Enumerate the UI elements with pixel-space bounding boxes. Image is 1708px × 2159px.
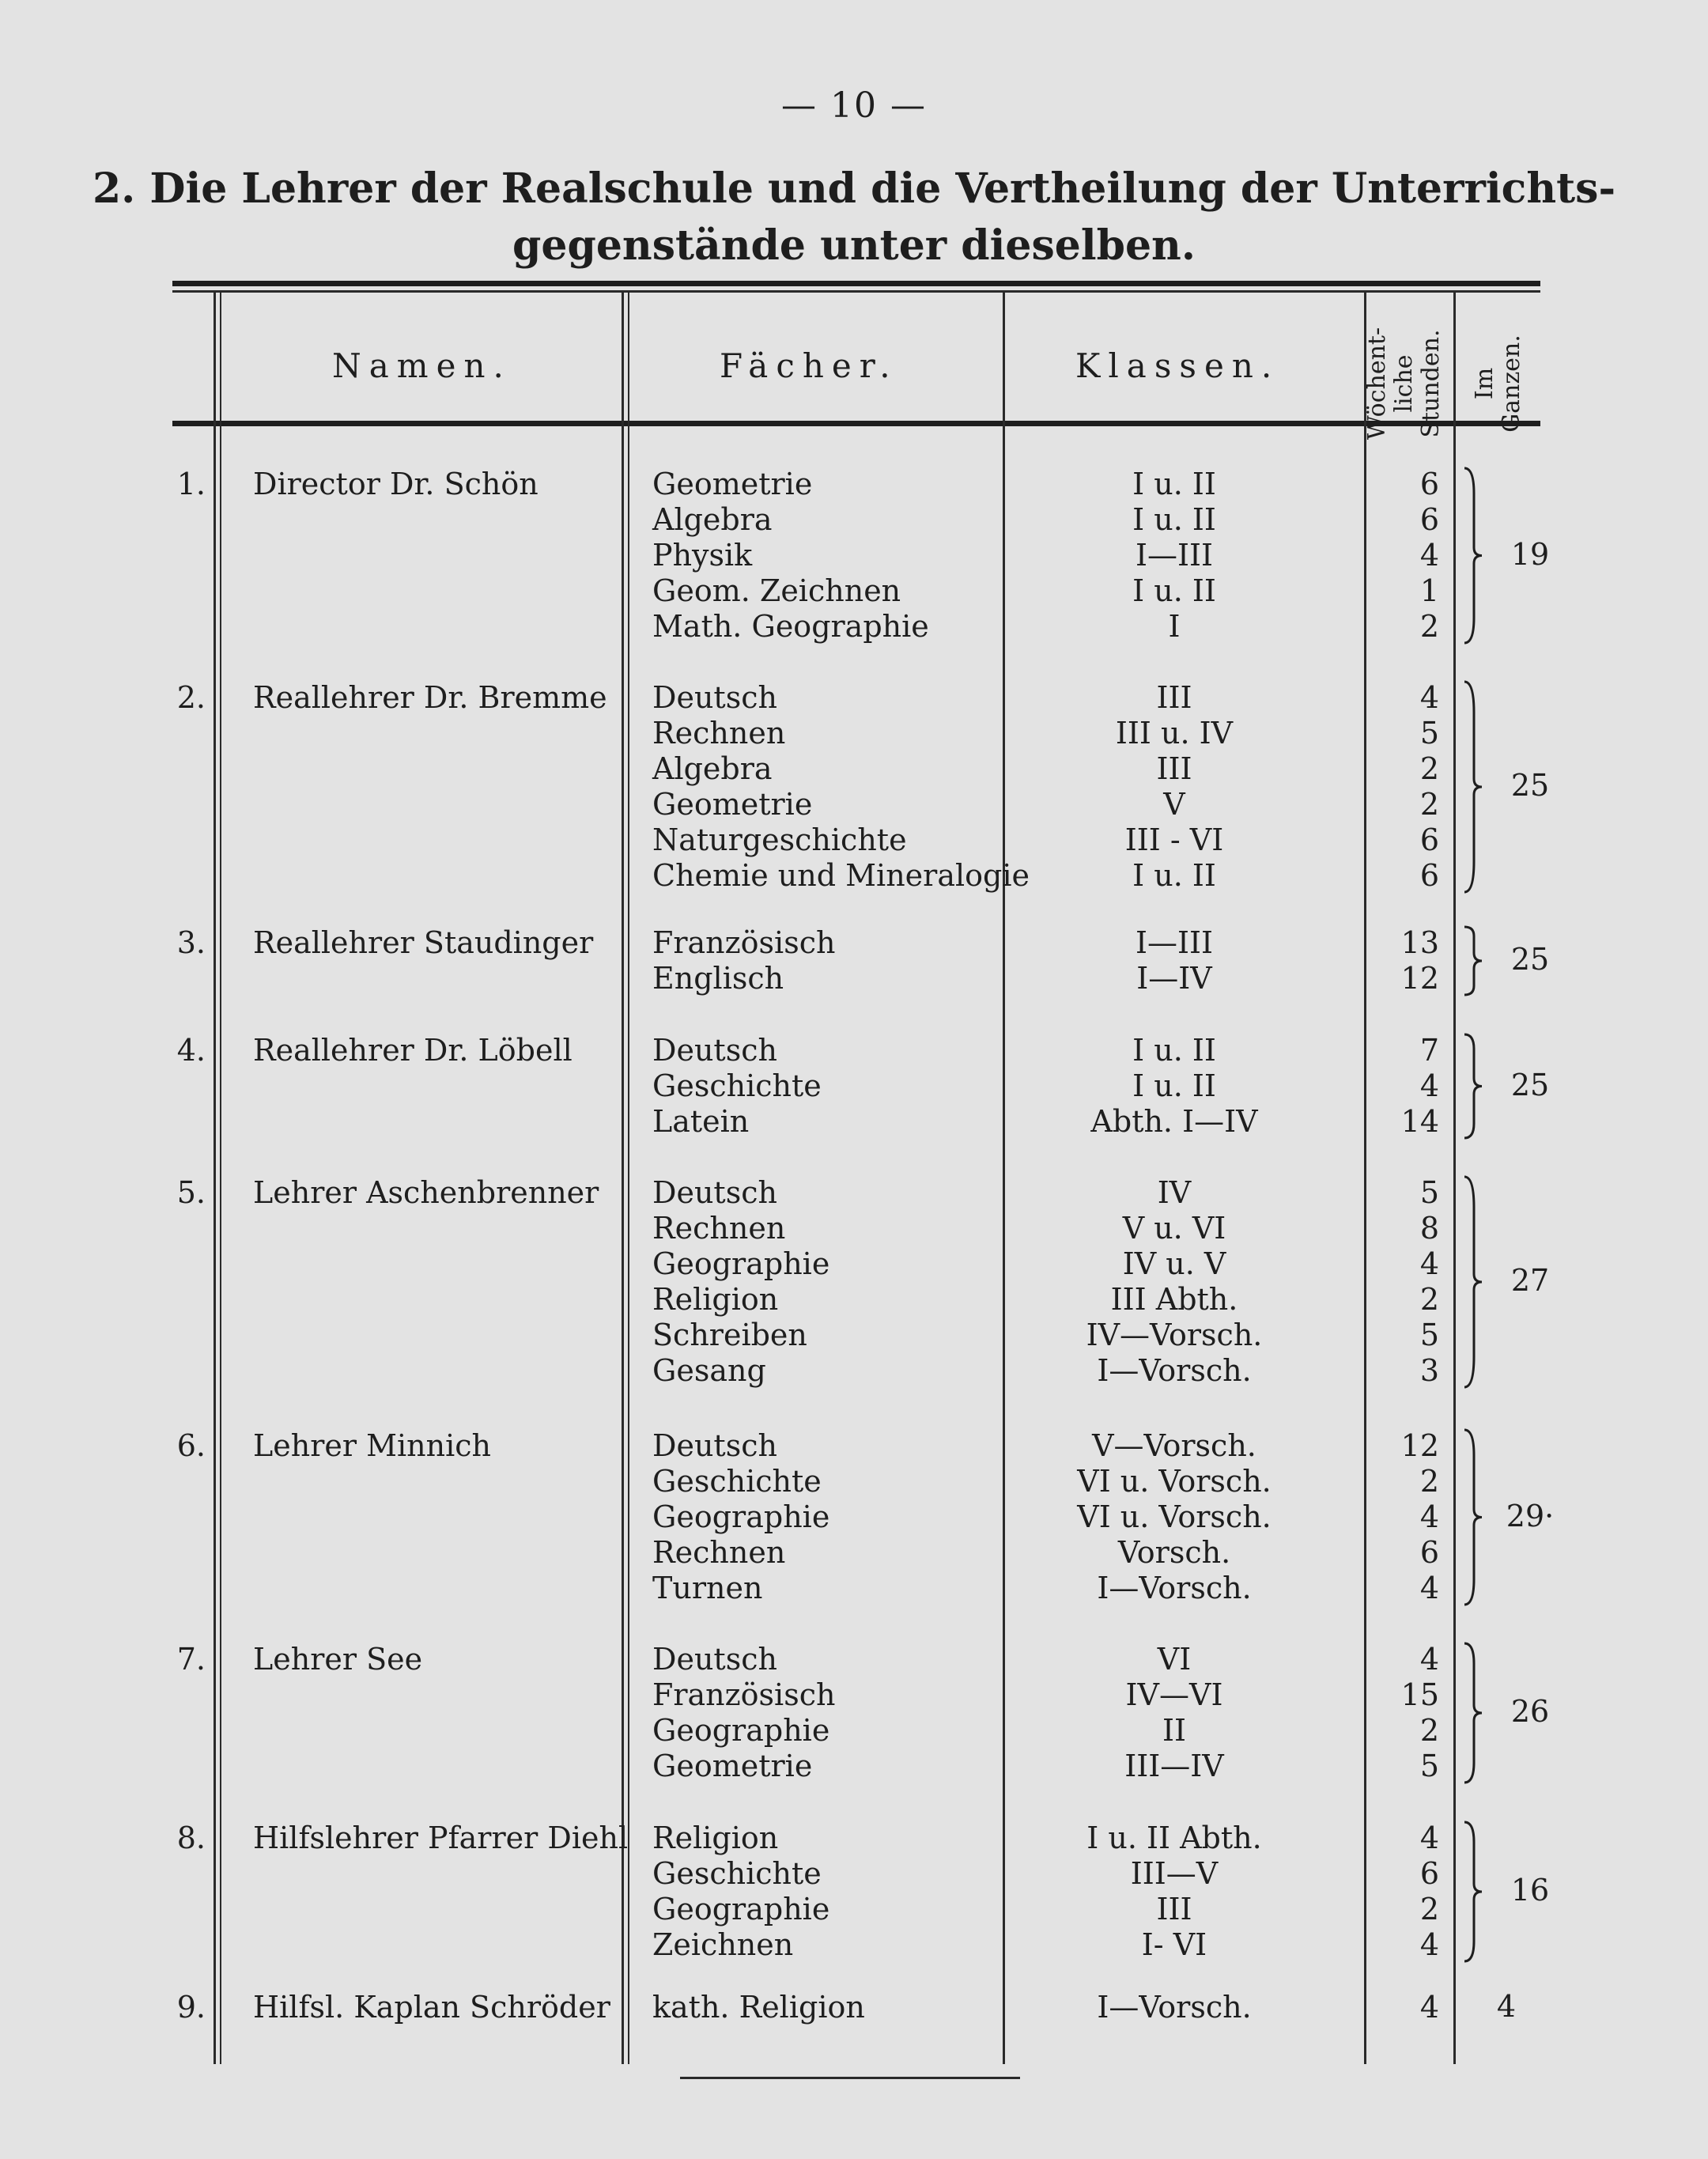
weekly-hours: 5 — [1419, 716, 1439, 751]
table-row — [0, 1677, 1708, 1712]
table-row — [0, 1282, 1708, 1317]
table-row — [0, 858, 1708, 893]
group-brace — [1461, 1033, 1485, 1140]
weekly-hours: 5 — [1419, 1318, 1439, 1352]
total-hours: 25 — [1510, 768, 1550, 803]
table-row — [0, 1892, 1708, 1926]
subject: Zeichnen — [652, 1927, 794, 1962]
weekly-hours: 4 — [1419, 1990, 1439, 2025]
total-hours: 29· — [1506, 1498, 1555, 1533]
classes: VI u. Vorsch. — [1077, 1499, 1272, 1534]
table-row — [0, 1713, 1708, 1748]
table-row — [0, 467, 1708, 501]
subject: Deutsch — [652, 1642, 777, 1677]
subject: Geschichte — [652, 1856, 822, 1891]
header-woechentliche-line1: Wöchent- — [1363, 327, 1391, 440]
table-row — [0, 1464, 1708, 1499]
weekly-hours: 8 — [1419, 1211, 1439, 1246]
subject: Geschichte — [652, 1068, 822, 1103]
table-row — [0, 1246, 1708, 1281]
classes: III u. IV — [1115, 716, 1234, 751]
table-row — [0, 1428, 1708, 1463]
header-woechentliche-stunden — [1364, 320, 1451, 447]
table-row — [0, 1856, 1708, 1891]
subject: Rechnen — [652, 1535, 786, 1570]
teacher-number: 1. — [176, 467, 206, 501]
weekly-hours: 5 — [1419, 1749, 1439, 1783]
classes: Abth. I—IV — [1090, 1104, 1258, 1139]
table-header-rule — [172, 421, 1540, 426]
header-woechentliche-line2: liche — [1390, 354, 1418, 413]
weekly-hours: 2 — [1419, 787, 1439, 822]
subject: Geschichte — [652, 1464, 822, 1499]
weekly-hours: 2 — [1419, 751, 1439, 786]
weekly-hours: 6 — [1419, 467, 1439, 501]
classes: I—Vorsch. — [1097, 1990, 1252, 2025]
classes: V — [1163, 787, 1185, 822]
table-row — [0, 1353, 1708, 1388]
table-row — [0, 502, 1708, 537]
teacher-number: 5. — [176, 1175, 206, 1210]
weekly-hours: 6 — [1419, 1535, 1439, 1570]
subject: Deutsch — [652, 1428, 777, 1463]
teacher-name: Reallehrer Dr. Bremme — [253, 680, 607, 715]
table-row — [0, 822, 1708, 857]
subject: Chemie und Mineralogie — [652, 858, 1030, 893]
subject: Religion — [652, 1282, 779, 1317]
classes: IV—VI — [1125, 1677, 1223, 1712]
weekly-hours: 7 — [1419, 1033, 1439, 1068]
weekly-hours: 14 — [1400, 1104, 1439, 1139]
subject: kath. Religion — [652, 1990, 865, 2025]
weekly-hours: 15 — [1400, 1677, 1439, 1712]
subject: Geographie — [652, 1246, 830, 1281]
group-brace — [1461, 1821, 1485, 1963]
weekly-hours: 5 — [1419, 1175, 1439, 1210]
classes: III—IV — [1124, 1749, 1224, 1783]
teacher-name: Lehrer Aschenbrenner — [253, 1175, 599, 1210]
teacher-number: 3. — [176, 925, 206, 960]
table-row — [0, 1821, 1708, 1855]
group-brace-path — [1464, 1034, 1482, 1138]
classes: I—Vorsch. — [1097, 1571, 1252, 1605]
subject: Geographie — [652, 1892, 830, 1926]
classes: VI u. Vorsch. — [1077, 1464, 1272, 1499]
table-row — [0, 573, 1708, 608]
subject: Geometrie — [652, 467, 813, 501]
weekly-hours: 2 — [1419, 1892, 1439, 1926]
classes: II — [1162, 1713, 1187, 1748]
subject: Latein — [652, 1104, 750, 1139]
teacher-name: Reallehrer Staudinger — [253, 925, 594, 960]
subject: Gesang — [652, 1353, 766, 1388]
total-hours: 25 — [1510, 1067, 1550, 1102]
weekly-hours: 4 — [1419, 538, 1439, 573]
header-namen: Namen. — [332, 346, 512, 385]
weekly-hours: 2 — [1419, 609, 1439, 644]
table-row — [0, 1571, 1708, 1605]
group-brace-path — [1464, 927, 1482, 995]
group-brace-path — [1464, 1177, 1482, 1387]
group-brace — [1461, 680, 1485, 894]
subject: Geom. Zeichnen — [652, 573, 901, 608]
classes: III — [1156, 680, 1192, 715]
header-im-ganzen — [1472, 328, 1543, 439]
subject: Turnen — [652, 1571, 763, 1605]
table-row — [0, 1104, 1708, 1139]
classes: I—III — [1135, 925, 1214, 960]
table-row — [0, 716, 1708, 751]
total-hours: 26 — [1510, 1694, 1550, 1729]
group-brace — [1461, 925, 1485, 996]
table-row — [0, 751, 1708, 786]
weekly-hours: 4 — [1419, 1068, 1439, 1103]
subject: Französisch — [652, 925, 836, 960]
total-hours: 25 — [1510, 942, 1550, 977]
table-row — [0, 1535, 1708, 1570]
subject: Naturgeschichte — [652, 822, 907, 857]
subject: Physik — [652, 538, 753, 573]
weekly-hours: 2 — [1419, 1713, 1439, 1748]
footer-rule — [680, 2077, 1020, 2079]
weekly-hours: 2 — [1419, 1282, 1439, 1317]
classes: III — [1156, 751, 1192, 786]
teacher-name: Lehrer Minnich — [253, 1428, 492, 1463]
subject: Rechnen — [652, 716, 786, 751]
classes: V—Vorsch. — [1092, 1428, 1256, 1463]
teacher-number: 7. — [176, 1642, 206, 1677]
weekly-hours: 12 — [1400, 961, 1439, 996]
subject: Math. Geographie — [652, 609, 929, 644]
table-row — [0, 1068, 1708, 1103]
classes: I u. II — [1132, 467, 1216, 501]
subject: Englisch — [652, 961, 784, 996]
classes: I—III — [1135, 538, 1214, 573]
subject: Deutsch — [652, 1033, 777, 1068]
group-brace — [1461, 1175, 1485, 1389]
weekly-hours: 3 — [1419, 1353, 1439, 1388]
teacher-number: 4. — [176, 1033, 206, 1068]
header-im-ganzen-line1: Im — [1471, 367, 1498, 400]
teacher-number: 2. — [176, 680, 206, 715]
subject: Geographie — [652, 1713, 830, 1748]
table-row — [0, 1990, 1708, 2025]
group-brace-path — [1464, 1643, 1482, 1783]
weekly-hours: 4 — [1419, 680, 1439, 715]
weekly-hours: 6 — [1419, 822, 1439, 857]
group-brace — [1461, 1642, 1485, 1784]
weekly-hours: 13 — [1400, 925, 1439, 960]
teacher-name: Hilfsl. Kaplan Schröder — [253, 1990, 610, 2025]
subject: Geometrie — [652, 787, 813, 822]
classes: III — [1156, 1892, 1192, 1926]
subject: Geographie — [652, 1499, 830, 1534]
table-row — [0, 1499, 1708, 1534]
weekly-hours: 4 — [1419, 1499, 1439, 1534]
subject: Deutsch — [652, 1175, 777, 1210]
page-number: — 10 — — [781, 85, 927, 126]
table-row — [0, 925, 1708, 960]
header-klassen: Klassen. — [1075, 346, 1280, 385]
table-row — [0, 1927, 1708, 1962]
weekly-hours: 6 — [1419, 858, 1439, 893]
table-row — [0, 680, 1708, 715]
classes: IV u. V — [1122, 1246, 1226, 1281]
weekly-hours: 1 — [1419, 573, 1439, 608]
classes: VI — [1157, 1642, 1192, 1677]
classes: I- VI — [1141, 1927, 1207, 1962]
weekly-hours: 4 — [1419, 1821, 1439, 1855]
classes: I u. II — [1132, 858, 1216, 893]
group-brace-path — [1464, 468, 1482, 643]
teacher-name: Director Dr. Schön — [253, 467, 538, 501]
classes: IV — [1157, 1175, 1192, 1210]
classes: Vorsch. — [1117, 1535, 1231, 1570]
table-top-rule — [172, 281, 1540, 286]
table-row — [0, 787, 1708, 822]
table-top-rule-thin — [172, 290, 1540, 293]
table-row — [0, 538, 1708, 573]
classes: I—IV — [1136, 961, 1212, 996]
group-brace — [1461, 1428, 1485, 1606]
section-title: 2. Die Lehrer der Realschule und die Vertheilung der Unterrichts- — [92, 164, 1616, 213]
table-row — [0, 961, 1708, 996]
subject: Schreiben — [652, 1318, 807, 1352]
weekly-hours: 4 — [1419, 1246, 1439, 1281]
total-hours: 19 — [1510, 536, 1550, 572]
group-brace-path — [1464, 1822, 1482, 1961]
teacher-name: Lehrer See — [253, 1642, 423, 1677]
weekly-hours: 6 — [1419, 502, 1439, 537]
header-woechentliche-line3: Stunden. — [1417, 329, 1445, 438]
classes: I u. II — [1132, 1068, 1216, 1103]
weekly-hours: 2 — [1419, 1464, 1439, 1499]
teacher-number: 6. — [176, 1428, 206, 1463]
classes: III—V — [1130, 1856, 1219, 1891]
subject: Deutsch — [652, 680, 777, 715]
classes: V u. VI — [1122, 1211, 1226, 1246]
weekly-hours: 12 — [1400, 1428, 1439, 1463]
teacher-number: 9. — [176, 1990, 206, 2025]
classes: I u. II — [1132, 502, 1216, 537]
weekly-hours: 6 — [1419, 1856, 1439, 1891]
table-row — [0, 1642, 1708, 1677]
weekly-hours: 4 — [1419, 1927, 1439, 1962]
group-brace-path — [1464, 682, 1482, 892]
table-row — [0, 1749, 1708, 1783]
teacher-number: 8. — [176, 1821, 206, 1855]
subject: Rechnen — [652, 1211, 786, 1246]
weekly-hours: 4 — [1419, 1571, 1439, 1605]
classes: I u. II Abth. — [1086, 1821, 1262, 1855]
classes: I u. II — [1132, 573, 1216, 608]
group-brace — [1461, 467, 1485, 645]
classes: III - VI — [1124, 822, 1224, 857]
classes: III Abth. — [1110, 1282, 1238, 1317]
subject: Algebra — [652, 751, 773, 786]
classes: I u. II — [1132, 1033, 1216, 1068]
classes: I — [1168, 609, 1181, 644]
weekly-hours: 4 — [1419, 1642, 1439, 1677]
teacher-name: Reallehrer Dr. Löbell — [253, 1033, 572, 1068]
table-row — [0, 1211, 1708, 1246]
subject: Französisch — [652, 1677, 836, 1712]
table-row — [0, 1318, 1708, 1352]
group-brace-path — [1464, 1430, 1482, 1605]
teacher-name: Hilfslehrer Pfarrer Diehl — [253, 1821, 629, 1855]
subject: Religion — [652, 1821, 779, 1855]
section-title-continued: gegenstände unter dieselben. — [512, 221, 1196, 270]
classes: I—Vorsch. — [1097, 1353, 1252, 1388]
table-row — [0, 1175, 1708, 1210]
subject: Algebra — [652, 502, 773, 537]
classes: IV—Vorsch. — [1086, 1318, 1263, 1352]
total-hours: 4 — [1496, 1988, 1517, 2024]
table-row — [0, 609, 1708, 644]
total-hours: 27 — [1510, 1263, 1550, 1298]
table-row — [0, 1033, 1708, 1068]
total-hours: 16 — [1510, 1873, 1550, 1908]
header-im-ganzen-line2: Ganzen. — [1498, 335, 1525, 433]
subject: Geometrie — [652, 1749, 813, 1783]
header-faecher: Fächer. — [720, 346, 898, 385]
